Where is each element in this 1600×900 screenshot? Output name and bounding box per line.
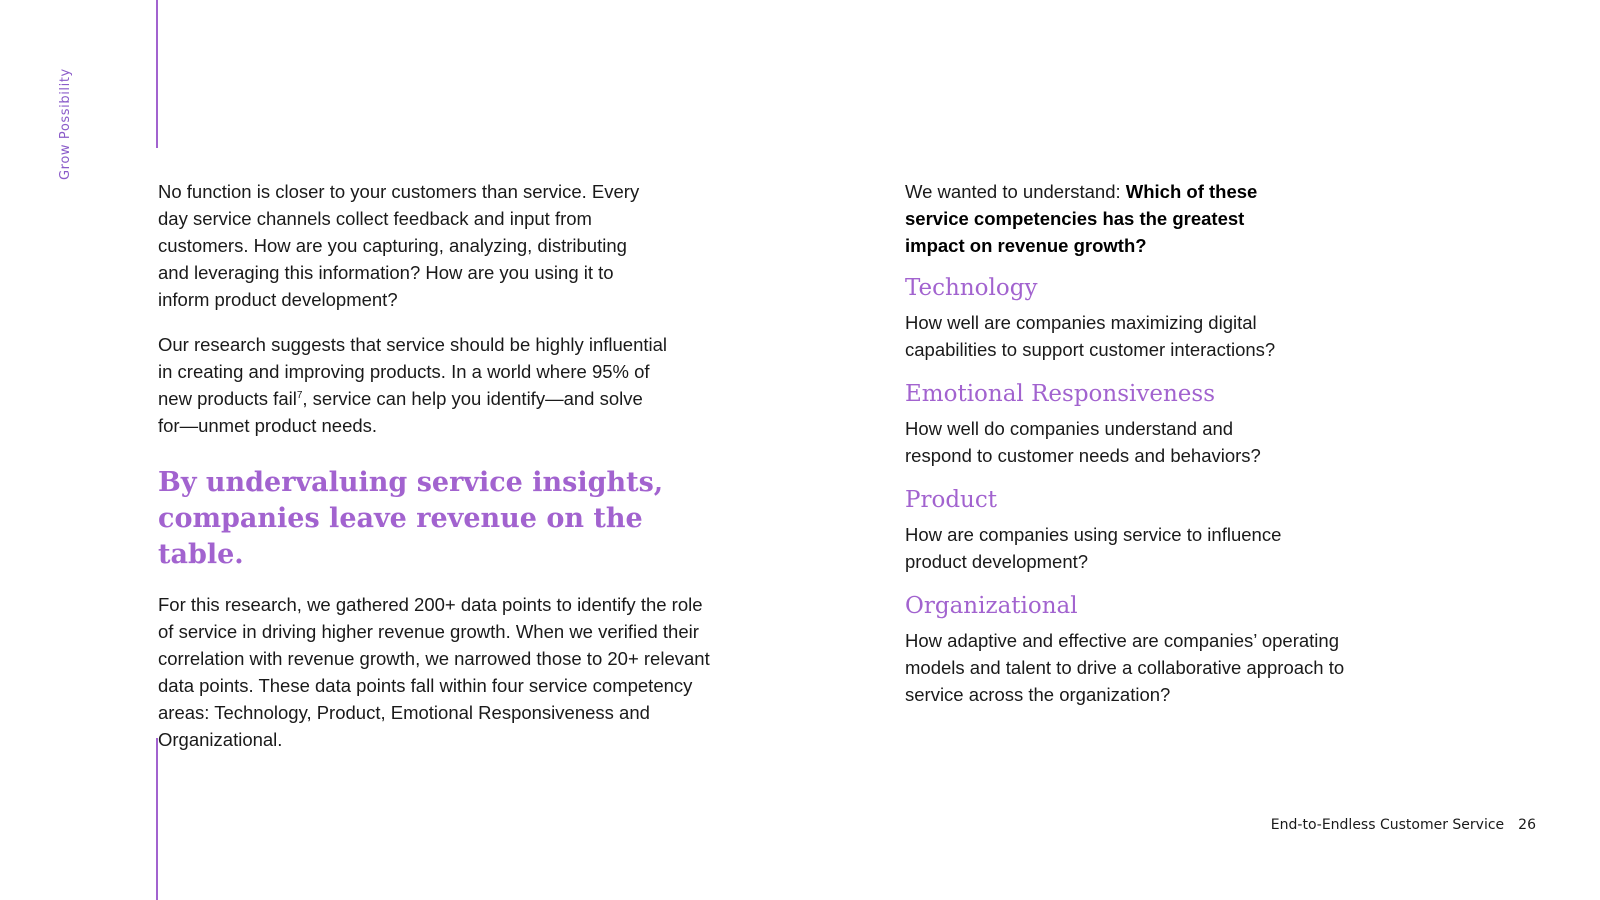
intro-paragraph: No function is closer to your customers than service. Every day service channels collect feedback and input from customers. How are you capturing, analyzing, distributing and leveraging this information? How are you using it to inform product development? bbox=[158, 181, 640, 310]
competency-technology bbox=[905, 273, 1395, 363]
competency-description: How well do companies understand and respond to customer needs and behaviors? bbox=[905, 418, 1261, 466]
research-question-lead: We wanted to understand: bbox=[905, 181, 1126, 202]
competency-title: Technology bbox=[905, 275, 1038, 301]
section-side-label: Grow Possibility bbox=[58, 68, 73, 180]
competency-emotional-responsiveness bbox=[905, 379, 1395, 469]
document-title: End-to-Endless Customer Service bbox=[1270, 817, 1505, 833]
page-number: 26 bbox=[1518, 817, 1536, 833]
left-column bbox=[158, 178, 718, 771]
right-column bbox=[905, 178, 1395, 724]
competency-title: Organizational bbox=[905, 593, 1078, 619]
research-question bbox=[905, 178, 1300, 259]
footnote-marker: 7 bbox=[296, 389, 303, 401]
accent-rule-top bbox=[156, 0, 158, 148]
competency-product bbox=[905, 485, 1395, 575]
competency-description: How adaptive and effective are companies’ operating models and talent to drive a collaborative approach to service across the organization? bbox=[905, 630, 1345, 705]
page-footer bbox=[1271, 817, 1536, 833]
research-paragraph bbox=[158, 331, 668, 439]
competency-title: Emotional Responsiveness bbox=[905, 381, 1215, 407]
methodology-paragraph: For this research, we gathered 200+ data points to identify the role of service in driving higher revenue growth. When we verified their correlation with revenue growth, we narrowed those to 20+ relevant data points. These data points fall within four service competency areas: Technology, Product, Emotional Responsiveness and Organizational. bbox=[158, 594, 710, 750]
competency-organizational bbox=[905, 591, 1395, 708]
research-question-bold: Which of these service competencies has the greatest impact on revenue growth? bbox=[905, 181, 1258, 256]
pull-quote: By undervaluing service insights, companies leave revenue on the table. bbox=[158, 467, 664, 570]
research-text-start: Our research suggests that service should be highly influential in creating and improving products. In a world where 95% of new products fail bbox=[158, 334, 668, 409]
competency-description: How well are companies maximizing digital capabilities to support customer interactions? bbox=[905, 312, 1276, 360]
competency-title: Product bbox=[905, 487, 997, 513]
research-text-end: , service can help you identify—and solve for—unmet product needs. bbox=[158, 388, 643, 436]
competency-description: How are companies using service to influence product development? bbox=[905, 524, 1282, 572]
